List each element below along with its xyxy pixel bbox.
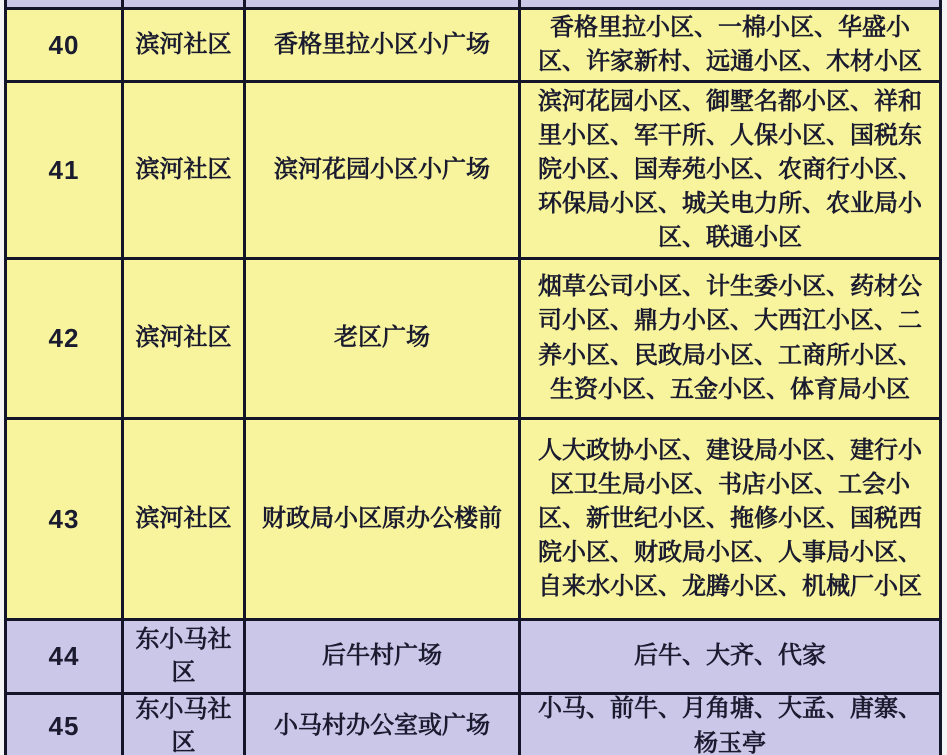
schedule-table [4, 0, 942, 755]
areas-cell: 烟草公司小区、计生委小区、药材公司小区、鼎力小区、大西江小区、二养小区、民政局小区、工商所小区、生资小区、五金小区、体育局小区 [521, 260, 939, 417]
areas-cell: 香格里拉小区、一棉小区、华盛小区、许家新村、远通小区、木材小区 [521, 10, 939, 80]
location-cell: 小马村办公室或广场 [246, 695, 518, 755]
partial-row-number-cell [7, 0, 121, 7]
location-cell: 滨河花园小区小广场 [246, 83, 518, 257]
row-number-cell: 43 [7, 420, 121, 618]
row-number-cell: 45 [7, 695, 121, 755]
community-cell: 滨河社区 [124, 83, 243, 257]
row-number-cell: 40 [7, 10, 121, 80]
row-number-cell: 41 [7, 83, 121, 257]
community-cell: 滨河社区 [124, 260, 243, 417]
location-cell: 财政局小区原办公楼前 [246, 420, 518, 618]
community-cell: 东小马社区 [124, 621, 243, 692]
location-cell: 后牛村广场 [246, 621, 518, 692]
row-number-cell: 44 [7, 621, 121, 692]
community-cell: 滨河社区 [124, 10, 243, 80]
partial-row-location-cell [246, 0, 518, 7]
partial-row-areas-cell [521, 0, 939, 7]
location-cell: 香格里拉小区小广场 [246, 10, 518, 80]
partial-row-community-cell [124, 0, 243, 7]
location-cell: 老区广场 [246, 260, 518, 417]
community-cell: 滨河社区 [124, 420, 243, 618]
community-cell: 东小马社区 [124, 695, 243, 755]
areas-cell: 小马、前牛、月角塘、大孟、唐寨、杨玉亭 [521, 695, 939, 755]
row-number-cell: 42 [7, 260, 121, 417]
areas-cell: 后牛、大齐、代家 [521, 621, 939, 692]
areas-cell: 滨河花园小区、御墅名都小区、祥和里小区、军干所、人保小区、国税东院小区、国寿苑小区、农商行小区、环保局小区、城关电力所、农业局小区、联通小区 [521, 83, 939, 257]
areas-cell: 人大政协小区、建设局小区、建行小区卫生局小区、书店小区、工会小区、新世纪小区、拖修小区、国税西院小区、财政局小区、人事局小区、自来水小区、龙腾小区、机械厂小区 [521, 420, 939, 618]
